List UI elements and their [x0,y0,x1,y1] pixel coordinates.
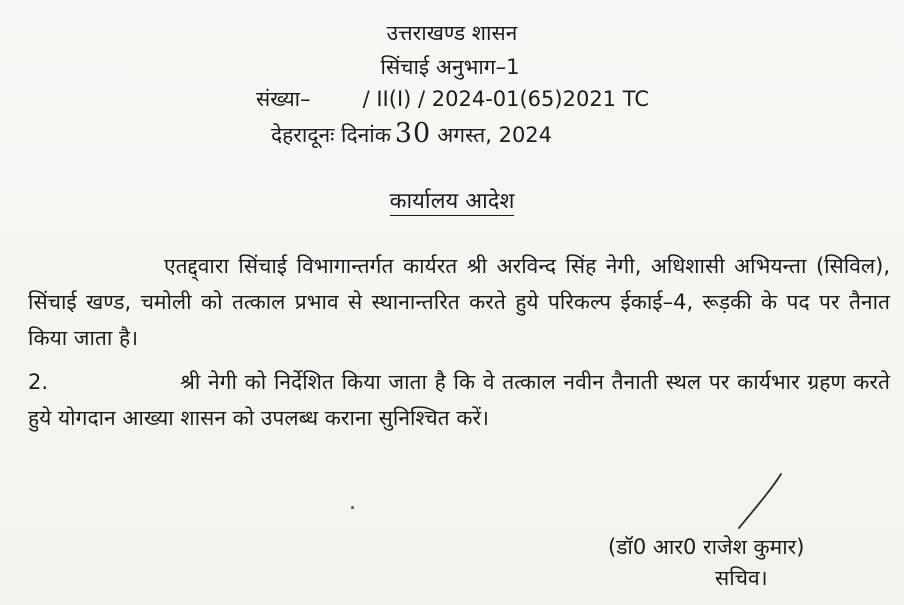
date-month-year: अगस्त, 2024 [437,123,553,147]
signatory-designation: सचिव। [715,566,768,590]
paragraph-2-text: श्री नेगी को निर्देशित किया जाता है कि वे तत्काल नवीन तैनाती स्थल पर कार्यभार ग्रहण करते हुये योगदान आख्या शासन को उपलब्ध कराना सुनिश्चित करें। [28,370,890,430]
order-title: कार्यालय आदेश [389,189,515,214]
signatory-name: (डॉ0 आर0 राजेश कुमार) [608,535,805,559]
date-place-label: देहरादूनः दिनांक [271,123,391,147]
signature-mark [735,472,785,532]
reference-number: / II(I) / 2024-01(65)2021 TC [362,87,649,111]
date-line [271,119,552,150]
paragraph-number: 2. [28,370,49,394]
date-day-handwritten: 30 [394,118,432,149]
ink-speck [351,506,354,509]
order-paragraph-2 [28,364,890,436]
government-heading: उत्तराखण्ड शासन [386,21,518,45]
reference-number-line [256,86,649,112]
section-heading: सिंचाई अनुभाग–1 [380,55,520,79]
order-paragraph-1: एतद्द्वारा सिंचाई विभागान्तर्गत कार्यरत श्री अरविन्द सिंह नेगी, अधिशासी अभियन्ता (सिविल), सिंचाई खण्ड, चमोली को तत्काल प्रभाव से स्थानान्तरित करते हुये परिकल्प ईकाई–4, रूड़की के पद पर तैनात किया जाता है। [28,254,890,350]
reference-label: संख्या– [256,87,311,111]
